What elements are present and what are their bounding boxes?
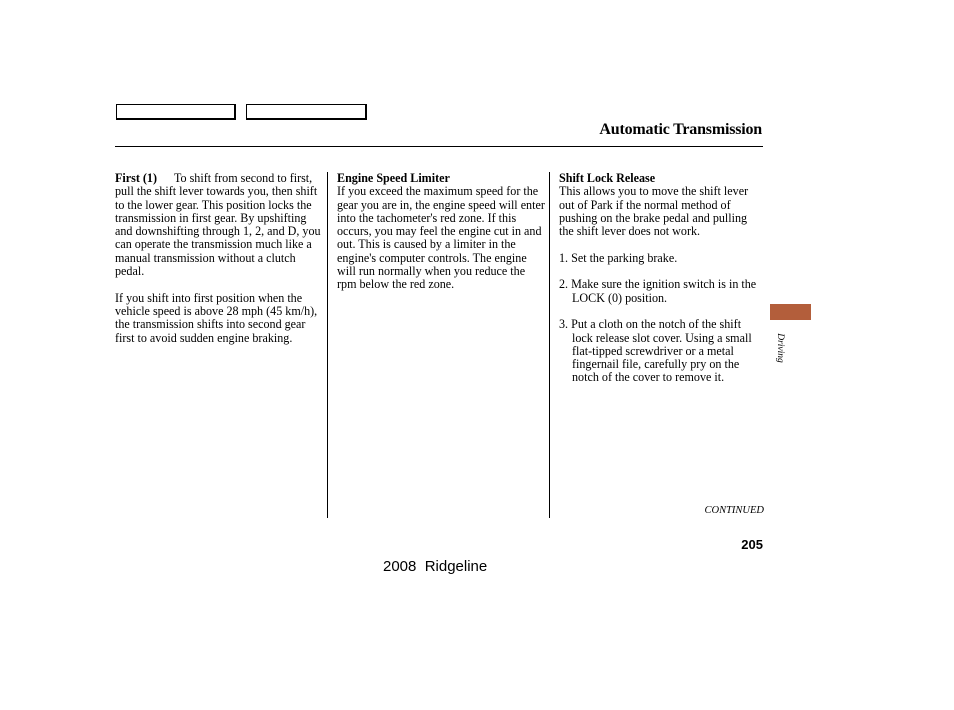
shift-lock-step: 1. Set the parking brake. bbox=[559, 250, 678, 265]
first-gear-paragraph bbox=[115, 172, 322, 278]
column-divider bbox=[327, 172, 328, 518]
engine-speed-limiter-text: If you exceed the maximum speed for the gear you are in, the engine speed will enter into the tachometer's red zone. If this occurs, you may feel the engine cut in and out. This is caused by a limiter in the engine's computer controls. The engine will run normally when you reduce the rpm below the red zone. bbox=[337, 184, 545, 292]
shift-lock-release-intro: This allows you to move the shift lever out of Park if the normal method of pushing on the brake pedal and pulling the shift lever does not work. bbox=[559, 184, 749, 239]
page-title: Automatic Transmission bbox=[599, 121, 762, 138]
column-shift-lock-release bbox=[559, 172, 763, 398]
column-first-gear bbox=[115, 172, 322, 358]
first-gear-speed-note: If you shift into first position when the vehicle speed is above 28 mph (45 km/h), the transmission shifts into second gear first to avoid sudden engine braking. bbox=[115, 290, 318, 345]
nav-box-next[interactable] bbox=[246, 104, 367, 120]
column-engine-speed-limiter bbox=[337, 172, 545, 305]
page-number: 205 bbox=[741, 537, 763, 552]
engine-speed-limiter-heading: Engine Speed Limiter bbox=[337, 171, 450, 185]
shift-lock-step: 2. Make sure the ignition switch is in the LOCK (0) position. bbox=[559, 277, 757, 305]
footer-model: 2008 Ridgeline bbox=[383, 558, 488, 575]
first-gear-text: To shift from second to first, pull the shift lever towards you, then shift to the lower gear. This position locks the transmission in first gear. By upshifting and downshifting through 1, 2, and D, you can operate the transmission much like a manual transmission without a clutch pedal. bbox=[115, 171, 321, 279]
continued-label: CONTINUED bbox=[704, 505, 764, 516]
column-divider bbox=[549, 172, 550, 518]
header-rule bbox=[115, 146, 763, 147]
shift-lock-step: 3. Put a cloth on the notch of the shift lock release slot cover. Using a small flat-tipped screwdriver or a metal fingernail file, carefully pry on the notch of the cover to remove it. bbox=[559, 317, 752, 385]
first-gear-heading: First (1) bbox=[115, 171, 157, 185]
shift-lock-release-heading: Shift Lock Release bbox=[559, 171, 656, 185]
section-tab-marker bbox=[770, 304, 811, 320]
section-side-label: Driving bbox=[775, 333, 785, 363]
nav-box-previous[interactable] bbox=[116, 104, 236, 120]
